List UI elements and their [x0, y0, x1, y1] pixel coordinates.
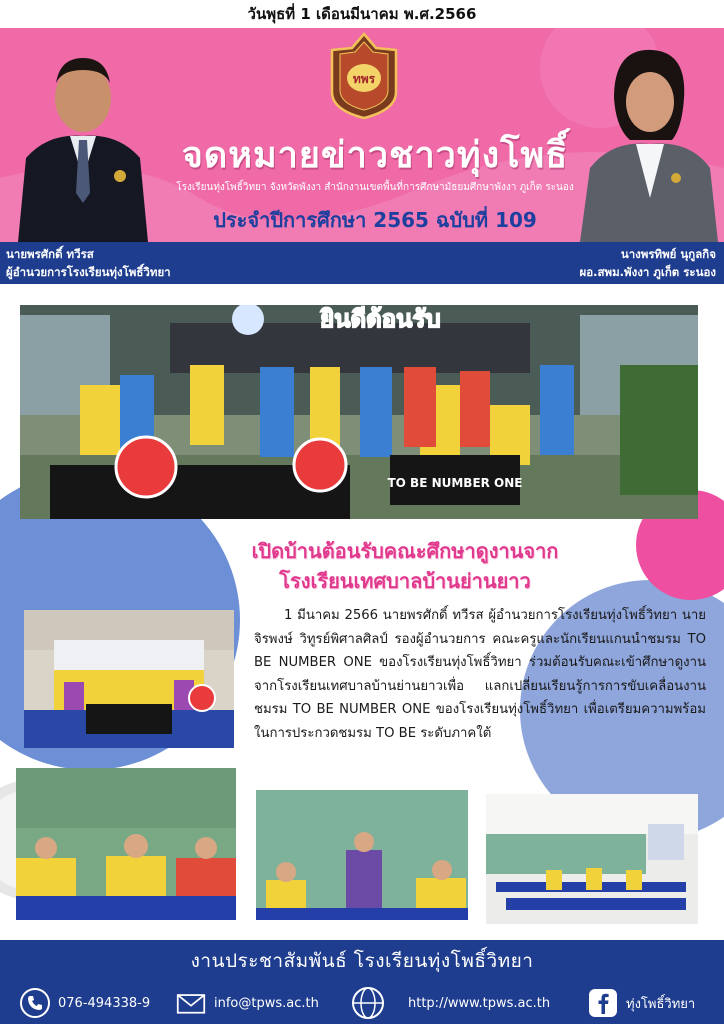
article-body: 1 มีนาคม 2566 นายพรศักดิ์ ทวีรส ผู้อำนวยการโรงเรียนทุ่งโพธิ์วิทยา นายจิรพงษ์ วิทูรย์พิศาลศิลป์ รองผู้อำนวยการ คณะครูและนักเรียนแกนนำชมรม TO BE NUMBER ONE ของโรงเรียนทุ่งโพธิ์วิทยา ร่วมต้อนรับคณะเข้าศึกษาดูงานจากโรงเรียนเทศบาลบ้านย่านยาวเพื่อ แลกเปลี่ยนเรียนรู้การการขับเคลื่อนงานชมรม TO BE NUMBER ONE ของโรงเรียนทุ่งโพธิ์วิทยา เพื่อเตรียมความพร้อมในการประกวดชมรม TO BE ระดับภาคใต้ — [254, 608, 706, 741]
facebook-page[interactable]: ทุ่งโพธิ์วิทยา — [626, 996, 696, 1012]
headline-line-2: โรงเรียนเทศบาลบ้านย่านยาว — [279, 569, 531, 593]
contact-email[interactable] — [176, 988, 319, 1018]
issue-number: ประจำปีการศึกษา 2565 ฉบับที่ 109 — [213, 208, 537, 232]
director-portrait — [8, 28, 158, 242]
issue-date: วันพุธที่ 1 เดือนมีนาคม พ.ศ.2566 — [247, 5, 477, 23]
email-address[interactable]: info@tpws.ac.th — [214, 995, 319, 1011]
thumb-students-seated — [16, 768, 236, 920]
contact-facebook[interactable] — [588, 988, 695, 1018]
envelope-icon — [176, 988, 206, 1018]
phone-number: 076-494338-9 — [58, 995, 151, 1011]
director-position: ผู้อำนวยการโรงเรียนทุ่งโพธิ์วิทยา — [6, 265, 171, 279]
main-group-photo — [20, 305, 698, 519]
thumb-meeting-room — [486, 794, 698, 924]
website-url[interactable]: http://www.tpws.ac.th — [408, 995, 551, 1011]
thumb-students-illustration — [16, 768, 236, 920]
director-caption — [6, 245, 171, 281]
group-photo-illustration — [20, 305, 698, 519]
contact-website[interactable] — [348, 988, 550, 1018]
phone-icon — [20, 988, 50, 1018]
globe-www-icon — [348, 988, 388, 1018]
masthead-header — [0, 28, 724, 242]
article-headline — [170, 536, 640, 596]
thumb-presentation-illustration — [256, 790, 468, 920]
facebook-icon — [588, 988, 618, 1018]
footer — [0, 940, 724, 1024]
officials-band — [0, 242, 724, 284]
thumb-group-illustration — [24, 610, 234, 748]
school-logo — [326, 32, 402, 120]
thumb-group-photo — [24, 610, 234, 748]
school-affiliation: โรงเรียนทุ่งโพธิ์วิทยา จังหวัดพังงา สำนักงานเขตพื้นที่การศึกษามัธยมศึกษาพังงา ภูเก็ต ระนอง — [176, 182, 574, 193]
district-director-portrait — [572, 28, 722, 242]
contact-phone — [20, 988, 150, 1018]
thumb-presentation — [256, 790, 468, 920]
district-director-position: ผอ.สพม.พังงา ภูเก็ต ระนอง — [579, 265, 716, 279]
banner-text: TO BE NUMBER ONE — [387, 476, 523, 490]
welcome-sign: ยินดีต้อนรับ — [320, 305, 441, 333]
district-director-caption — [579, 245, 716, 281]
logo-initials: ทพร — [352, 72, 376, 86]
thumb-meeting-illustration — [486, 794, 698, 924]
headline-line-1: เปิดบ้านต้อนรับคณะศึกษาดูงานจาก — [251, 539, 559, 563]
footer-title: งานประชาสัมพันธ์ โรงเรียนทุ่งโพธิ์วิทยา — [190, 950, 534, 972]
newsletter-title: จดหมายข่าวชาวทุ่งโพธิ์ — [181, 134, 569, 176]
director-name: นายพรศักดิ์ ทวีรส — [6, 247, 94, 261]
district-director-name: นางพรทิพย์ นุกูลกิจ — [620, 247, 716, 261]
date-strip — [0, 0, 724, 28]
